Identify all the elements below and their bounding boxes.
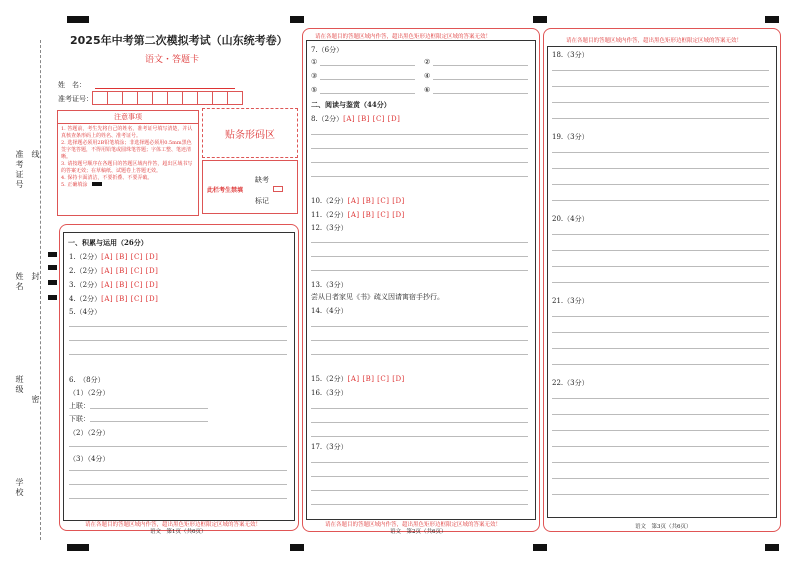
- answer-line[interactable]: [552, 316, 769, 317]
- answer-line[interactable]: [69, 470, 287, 471]
- binding-feng: 封: [31, 272, 40, 282]
- q7-blank-4: ④: [424, 72, 431, 80]
- q3[interactable]: 3.（2分）[A] [B] [C] [D]: [69, 281, 159, 289]
- q6-3: （3）（4分）: [69, 455, 110, 463]
- absent-label: 此栏考生禁填: [207, 187, 244, 194]
- answer-line[interactable]: [552, 102, 769, 103]
- answer-line[interactable]: [311, 162, 528, 163]
- q1[interactable]: 1.（2分）[A] [B] [C] [D]: [69, 253, 159, 261]
- answer-line[interactable]: [311, 270, 528, 271]
- page2-footer: 语文 第2页（共6页）: [390, 529, 447, 535]
- answer-line[interactable]: [69, 484, 287, 485]
- absent-mark-label2: 标记: [255, 197, 269, 205]
- answer-line[interactable]: [552, 398, 769, 399]
- binding-exam-no: 准考证号: [15, 150, 24, 190]
- answer-line[interactable]: [90, 408, 208, 409]
- answer-line[interactable]: [552, 462, 769, 463]
- answer-line[interactable]: [552, 446, 769, 447]
- answer-line[interactable]: [552, 152, 769, 153]
- q7-blank-3: ③: [311, 72, 318, 80]
- answer-line[interactable]: [311, 326, 528, 327]
- answer-line[interactable]: [552, 430, 769, 431]
- answer-line[interactable]: [90, 421, 208, 422]
- q7-blank-6: ⑥: [424, 86, 431, 94]
- q12: 12.（3分）: [311, 224, 348, 232]
- barcode-area: [202, 108, 298, 158]
- answer-line[interactable]: [552, 282, 769, 283]
- answer-line[interactable]: [552, 494, 769, 495]
- page-title: 2025年中考第二次模拟考试（山东统考卷）: [70, 34, 288, 47]
- notice-item-3: 3. 请按题号顺序在各题目的答题区域内作答，超出区域书写的答案无效；在草稿纸、试题卷上答题无效。: [61, 161, 193, 174]
- warning-text: 请在各题目的答题区域内作答，超出黑色矩形边框限定区域的答案无效！: [85, 522, 262, 528]
- name-label: 姓 名：: [58, 81, 86, 89]
- answer-line[interactable]: [311, 134, 528, 135]
- exam-id-label: 准考证号：: [58, 95, 93, 103]
- registration-mark: [67, 544, 89, 551]
- answer-line[interactable]: [311, 340, 528, 341]
- notice-item-4: 4. 保持卡面清洁，不要折叠、不要弄破。: [61, 175, 153, 181]
- q6-2: （2）（2分）: [69, 429, 110, 437]
- binding-xian: 线: [31, 150, 40, 160]
- q22: 22.（3分）: [552, 379, 589, 387]
- answer-line[interactable]: [69, 446, 287, 447]
- subtitle: 语文・答题卡: [145, 55, 200, 65]
- binding-mi: 密: [31, 395, 40, 405]
- q6-lower-couplet: 下联：: [69, 415, 90, 423]
- answer-line[interactable]: [320, 65, 415, 66]
- registration-mark: [533, 544, 547, 551]
- q13-sentence: 尝从日者家见《书》疏义因请寓宿手抄行。: [311, 293, 444, 301]
- answer-line[interactable]: [311, 422, 528, 423]
- answer-line[interactable]: [433, 93, 528, 94]
- notice-title: 注意事项: [58, 111, 198, 124]
- absent-box: [202, 160, 298, 214]
- warning-text: 请在各题目的答题区域内作答，超出黑色矩形边框限定区域的答案无效！: [325, 522, 502, 528]
- q21: 21.（3分）: [552, 297, 589, 305]
- answer-line[interactable]: [552, 266, 769, 267]
- answer-line[interactable]: [552, 478, 769, 479]
- answer-line[interactable]: [69, 340, 287, 341]
- answer-line[interactable]: [311, 148, 528, 149]
- exam-id-boxes[interactable]: [92, 91, 242, 105]
- answer-line[interactable]: [311, 242, 528, 243]
- notice-box: [57, 110, 199, 216]
- q11[interactable]: 11.（2分）[A] [B] [C] [D]: [311, 211, 405, 219]
- binding-school: 学校: [15, 478, 24, 498]
- q15[interactable]: 15.（2分）[A] [B] [C] [D]: [311, 375, 405, 383]
- q7-blank-2: ②: [424, 58, 431, 66]
- q2[interactable]: 2.（2分）[A] [B] [C] [D]: [69, 267, 159, 275]
- answer-line[interactable]: [552, 364, 769, 365]
- answer-line[interactable]: [552, 332, 769, 333]
- notice-item-5: 5. 正确填涂: [61, 182, 88, 188]
- answer-line[interactable]: [311, 354, 528, 355]
- answer-line[interactable]: [552, 348, 769, 349]
- answer-line[interactable]: [311, 176, 528, 177]
- answer-line[interactable]: [552, 70, 769, 71]
- section1-title: 一、积累与运用（26分）: [68, 238, 148, 247]
- q19: 19.（3分）: [552, 133, 589, 141]
- binding-class: 班级: [15, 375, 24, 395]
- registration-mark: [48, 252, 57, 257]
- warning-text: 请在各题目的答题区域内作答，超出黑色矩形边框限定区域的答案无效！: [315, 34, 492, 40]
- answer-line[interactable]: [320, 79, 415, 80]
- answer-line[interactable]: [69, 326, 287, 327]
- q7-blank-1: ①: [311, 58, 318, 66]
- q4[interactable]: 4.（2分）[A] [B] [C] [D]: [69, 295, 159, 303]
- answer-line[interactable]: [552, 234, 769, 235]
- answer-line[interactable]: [552, 118, 769, 119]
- answer-line[interactable]: [311, 408, 528, 409]
- answer-line[interactable]: [311, 504, 528, 505]
- answer-line[interactable]: [69, 354, 287, 355]
- answer-line[interactable]: [69, 498, 287, 499]
- notice-item-1: 1. 答题前，考生先将自己的姓名，准考证号填写清楚，并认真核查条形码上的姓名、准考证号。: [61, 126, 193, 139]
- q10[interactable]: 10.（2分）[A] [B] [C] [D]: [311, 197, 405, 205]
- q20: 20.（4分）: [552, 215, 589, 223]
- registration-mark: [765, 544, 779, 551]
- answer-line[interactable]: [552, 86, 769, 87]
- answer-line[interactable]: [552, 200, 769, 201]
- answer-line[interactable]: [552, 414, 769, 415]
- binding-dashed-line: [40, 40, 41, 540]
- filled-example: [92, 182, 102, 186]
- answer-line[interactable]: [320, 93, 415, 94]
- absent-mark-label1: 缺考: [255, 176, 269, 184]
- page1-footer: 语文 第1页（共6页）: [150, 529, 207, 535]
- registration-mark: [290, 544, 304, 551]
- q14: 14.（4分）: [311, 307, 348, 315]
- page3-footer: 语文 第3页（共6页）: [635, 524, 692, 530]
- q18: 18.（3分）: [552, 51, 589, 59]
- registration-mark: [48, 295, 57, 300]
- answer-line[interactable]: [311, 256, 528, 257]
- warning-text: 请在各题目的答题区域内作答，超出黑色矩形边框限定区域的答案无效！: [566, 38, 743, 44]
- q8[interactable]: 8.（2分）[A] [B] [C] [D]: [311, 115, 401, 123]
- q13: 13.（3分）: [311, 281, 348, 289]
- answer-line[interactable]: [552, 168, 769, 169]
- section2-title: 二、阅读与鉴赏（44分）: [311, 100, 391, 109]
- absent-checkbox[interactable]: [273, 186, 283, 192]
- registration-mark: [48, 280, 57, 285]
- q6-1: （1）（2分）: [69, 389, 110, 397]
- answer-line[interactable]: [433, 65, 528, 66]
- registration-mark: [290, 16, 304, 23]
- answer-line[interactable]: [311, 462, 528, 463]
- barcode-label: 贴条形码区: [225, 129, 275, 141]
- q16: 16.（3分）: [311, 389, 348, 397]
- q5: 5.（4分）: [69, 308, 102, 316]
- registration-mark: [67, 16, 89, 23]
- q7-blank-5: ⑤: [311, 86, 318, 94]
- registration-mark: [533, 16, 547, 23]
- registration-mark: [765, 16, 779, 23]
- binding-name: 姓名: [15, 272, 24, 292]
- answer-line[interactable]: [311, 436, 528, 437]
- q6-upper-couplet: 上联：: [69, 402, 90, 410]
- name-field[interactable]: [95, 88, 235, 89]
- q7: 7.（6分）: [311, 46, 344, 54]
- answer-line[interactable]: [311, 490, 528, 491]
- notice-item-2: 2. 选择题必须用2B铅笔填涂；非选择题必须用0.5mm黑色签字笔答题，不得用铅笔或圆珠笔答题；字体工整、笔迹清晰。: [61, 140, 192, 160]
- q6: 6. （8分）: [69, 376, 105, 384]
- registration-mark: [48, 265, 57, 270]
- answer-line[interactable]: [311, 476, 528, 477]
- q17: 17.（3分）: [311, 443, 348, 451]
- answer-line[interactable]: [433, 79, 528, 80]
- answer-line[interactable]: [552, 184, 769, 185]
- answer-line[interactable]: [552, 250, 769, 251]
